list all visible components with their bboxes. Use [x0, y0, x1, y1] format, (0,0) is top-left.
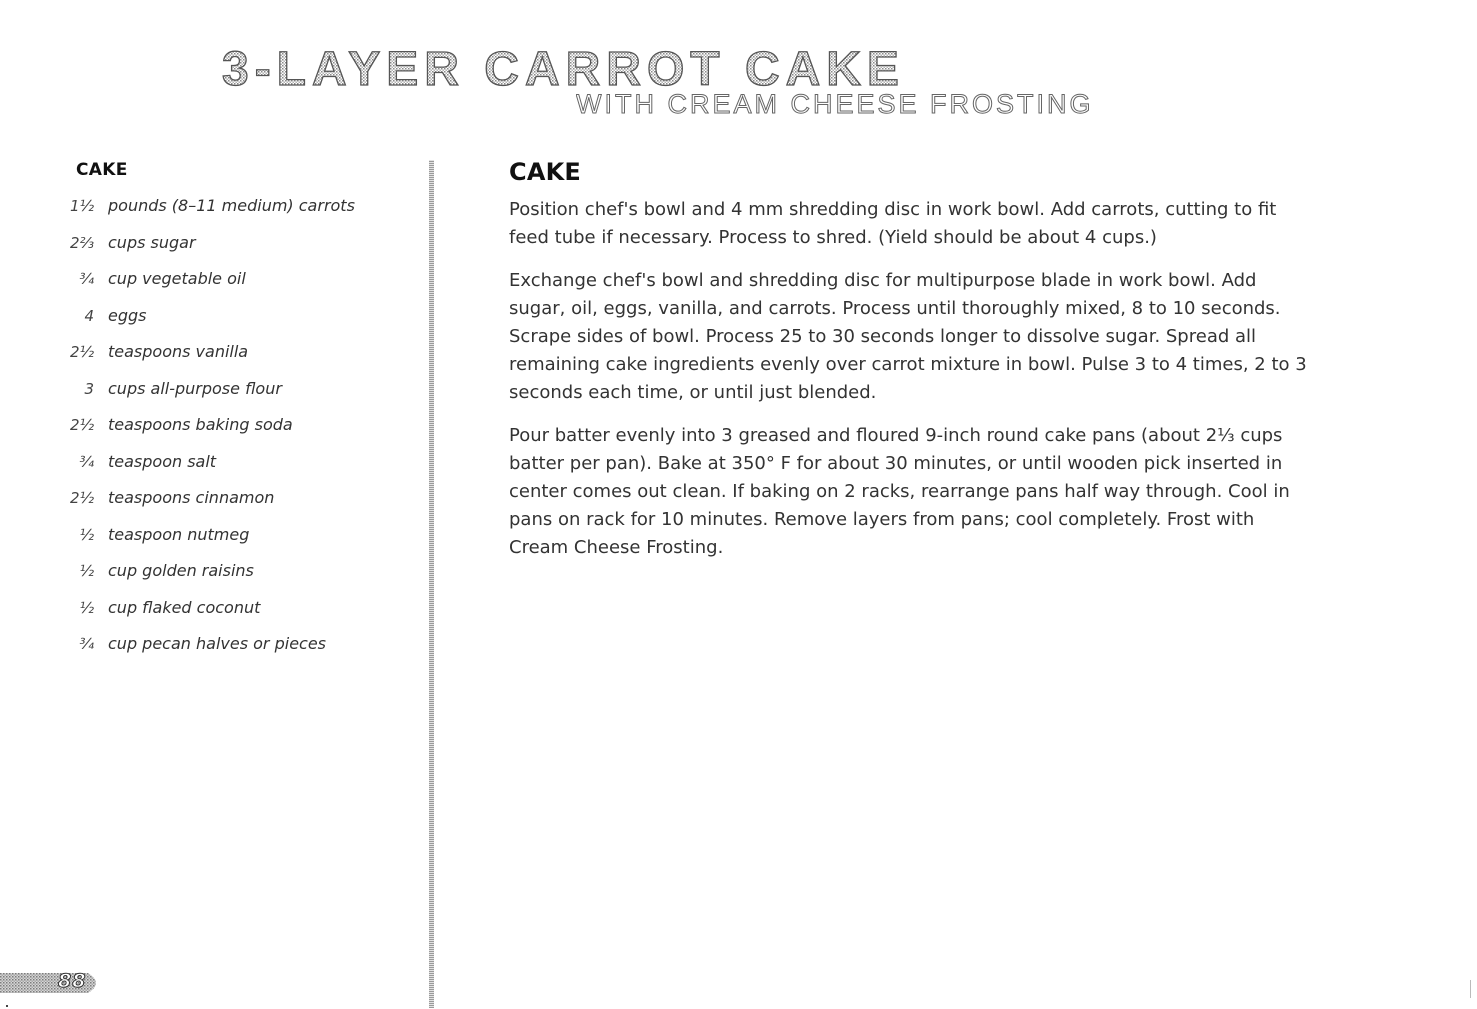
ingredient-name: cups all-purpose flour — [108, 378, 282, 398]
ingredient-item — [70, 415, 410, 452]
ingredient-name: teaspoon salt — [108, 451, 217, 471]
ingredient-quantity: 2⅔ — [70, 233, 95, 252]
ingredient-quantity: 2½ — [70, 489, 95, 507]
ingredient-item — [70, 269, 410, 306]
ingredient-name: teaspoons cinnamon — [108, 488, 275, 507]
ingredient-name: pounds (8–11 medium) carrots — [108, 196, 355, 215]
ingredient-item — [70, 233, 410, 270]
scan-mark — [6, 1005, 8, 1007]
ingredient-quantity: ½ — [79, 598, 94, 617]
ingredient-name: eggs — [108, 305, 147, 325]
page-number: 88 — [58, 970, 87, 992]
title-main: 3-LAYER CARROT CAKE — [222, 43, 905, 96]
ingredient-name: cup pecan halves or pieces — [108, 634, 327, 653]
ingredient-item — [70, 379, 410, 416]
ingredient-name: cup golden raisins — [108, 561, 254, 580]
column-divider — [429, 160, 434, 1008]
ingredient-item — [70, 452, 410, 489]
ingredient-quantity: ¾ — [79, 635, 94, 653]
method-paragraph: Pour batter evenly into 3 greased and floured 9-inch round cake pans (about 2⅓ cups batter per pan). Bake at 350° F for about 30 minutes, or until wooden pick inserted in center comes out clean. If baking on 2 racks, rearrange pans half way through. Cool in pans on rack for 10 minutes. Remove layers from pans; cool completely. Frost with Cream Cheese Frosting. — [509, 425, 1290, 558]
title-sub: WITH CREAM CHEESE FROSTING — [576, 89, 1094, 119]
ingredient-name: teaspoon nutmeg — [108, 524, 250, 544]
ingredient-item — [70, 306, 410, 343]
subtitle-graphic — [576, 88, 1176, 122]
ingredient-item — [70, 525, 410, 562]
ingredient-item — [70, 561, 410, 598]
ingredient-quantity: 1½ — [70, 197, 95, 215]
page-subtitle — [576, 88, 1176, 122]
ingredient-quantity: ¾ — [79, 270, 94, 288]
ingredient-quantity: ½ — [79, 525, 94, 544]
ingredients-list — [70, 196, 410, 671]
page-number-bar — [0, 970, 104, 996]
ingredient-quantity: 3 — [84, 379, 94, 398]
ingredient-item — [70, 488, 410, 525]
ingredient-name: cup flaked coconut — [108, 597, 261, 617]
method-text — [509, 196, 1309, 577]
ingredient-quantity: 2½ — [70, 416, 95, 434]
ingredient-item — [70, 634, 410, 671]
ingredient-name: cups sugar — [108, 232, 196, 252]
ingredient-quantity: ¾ — [79, 452, 94, 471]
ingredient-quantity: ½ — [79, 562, 94, 580]
method-paragraph: Position chef's bowl and 4 mm shredding disc in work bowl. Add carrots, cutting to fit feed tube if necessary. Process to shred. (Yield should be about 4 cups.) — [509, 199, 1277, 248]
method-heading: CAKE — [509, 158, 581, 186]
ingredient-item — [70, 196, 410, 233]
method-paragraph: Exchange chef's bowl and shredding disc for multipurpose blade in work bowl. Add sugar, oil, eggs, vanilla, and carrots. Process until thoroughly mixed, 8 to 10 seconds. Scrape sides of bowl. Process 25 to 30 seconds longer to dissolve sugar. Spread all remaining cake ingredients evenly over carrot mixture in bowl. Pulse 3 to 4 times, 2 to 3 seconds each time, or until just blended. — [509, 270, 1307, 403]
scan-mark — [1470, 980, 1471, 998]
ingredient-item — [70, 598, 410, 635]
ingredient-item — [70, 342, 410, 379]
ingredient-name: teaspoons baking soda — [108, 415, 293, 434]
ingredient-name: cup vegetable oil — [108, 269, 246, 288]
ingredient-quantity: 2½ — [70, 343, 95, 361]
ingredients-heading: CAKE — [76, 160, 128, 180]
ingredient-name: teaspoons vanilla — [108, 342, 249, 361]
ingredient-quantity: 4 — [84, 306, 94, 325]
